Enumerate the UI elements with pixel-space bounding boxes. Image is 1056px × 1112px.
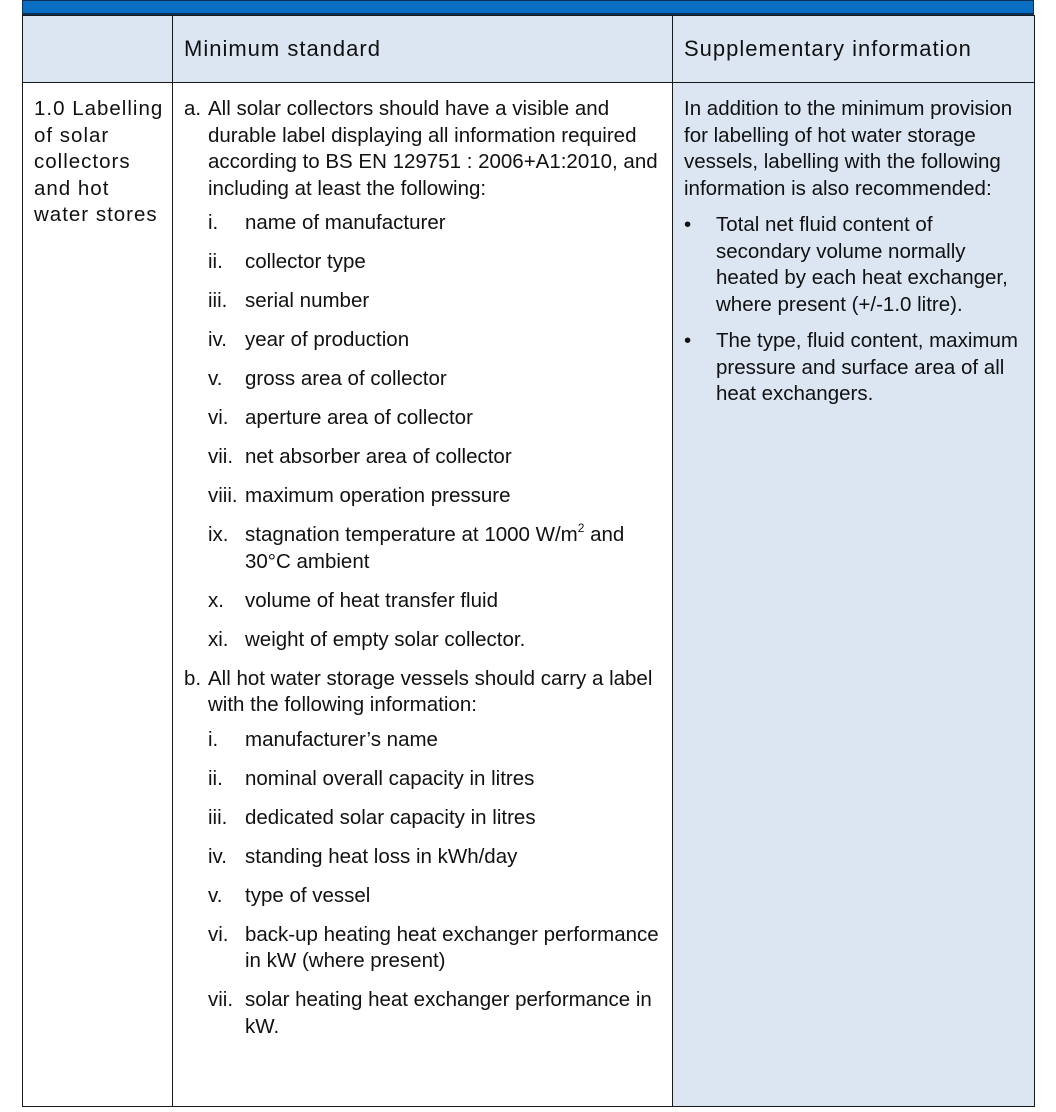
supplementary-cell bbox=[673, 83, 1035, 1107]
list-item: viii. maximum operation pressure bbox=[208, 484, 511, 507]
item-text: All solar collectors should have a visible and durable label displaying all information required according to BS EN 129751 : 2006+A1:2010, and including at least the following: bbox=[208, 97, 658, 200]
list-item: v. gross area of collector bbox=[208, 367, 447, 390]
list-item: v. type of vessel bbox=[208, 883, 371, 907]
list-item: vii. net absorber area of collector bbox=[208, 445, 512, 468]
top-color-bar bbox=[22, 0, 1034, 15]
row-title-cell bbox=[23, 83, 173, 1107]
list-item: x. volume of heat transfer fluid bbox=[208, 588, 498, 612]
row-title: 1.0 Labelling of solar collectors and hot water stores bbox=[34, 97, 164, 226]
superscript: 2 bbox=[577, 521, 585, 535]
header-supplementary-information bbox=[673, 16, 1035, 83]
item-label: b. bbox=[184, 666, 202, 690]
header-cell-empty bbox=[23, 16, 173, 83]
list-item bbox=[184, 96, 662, 202]
list-item: xi. weight of empty solar collector. bbox=[208, 627, 526, 651]
list-item: vi. back-up heating heat exchanger performance in kW (where present) bbox=[208, 922, 659, 972]
item-text: All hot water storage vessels should carry a label with the following information: bbox=[208, 666, 653, 716]
list-item: i. manufacturer’s name bbox=[208, 727, 438, 751]
table-row bbox=[23, 83, 1035, 1107]
standards-table-page bbox=[22, 0, 1034, 1107]
list-item: iii. serial number bbox=[208, 289, 370, 312]
table-header-row bbox=[23, 16, 1035, 83]
sublist-a bbox=[184, 210, 662, 653]
standards-table bbox=[22, 15, 1035, 1107]
list-item: i. name of manufacturer bbox=[208, 211, 446, 234]
item-label: a. bbox=[184, 97, 202, 120]
list-item: • The type, fluid content, maximum pressure and surface area of all heat exchangers. bbox=[684, 329, 1018, 405]
header-supplementary-label: Supplementary information bbox=[684, 36, 972, 61]
bullet-icon: • bbox=[684, 329, 692, 352]
list-item: vi. aperture area of collector bbox=[208, 406, 473, 429]
list-item: • Total net fluid content of secondary volume normally heated by each heat exchanger, where present (+/-1.0 litre). bbox=[684, 213, 1008, 316]
bullet-icon: • bbox=[684, 213, 692, 236]
list-item bbox=[184, 666, 662, 719]
supplementary-intro: In addition to the minimum provision for labelling of hot water storage vessels, labelling with the following information is also recommended: bbox=[684, 97, 1013, 200]
list-item: ii. collector type bbox=[208, 250, 366, 273]
list-item: iv. year of production bbox=[208, 328, 410, 351]
header-minimum-standard-label: Minimum standard bbox=[184, 36, 381, 61]
minimum-standard-cell bbox=[173, 83, 673, 1107]
list-item: ii. nominal overall capacity in litres bbox=[208, 766, 535, 790]
header-minimum-standard bbox=[173, 16, 673, 83]
list-item: iv. standing heat loss in kWh/day bbox=[208, 844, 518, 868]
sublist-b bbox=[184, 727, 662, 1041]
list-item: ix. stagnation temperature at 1000 $W/m^2$ and 30°C ambient bbox=[208, 521, 625, 573]
list-item: iii. dedicated solar capacity in litres bbox=[208, 805, 536, 829]
list-item: vii. solar heating heat exchanger performance in kW. bbox=[208, 988, 652, 1038]
